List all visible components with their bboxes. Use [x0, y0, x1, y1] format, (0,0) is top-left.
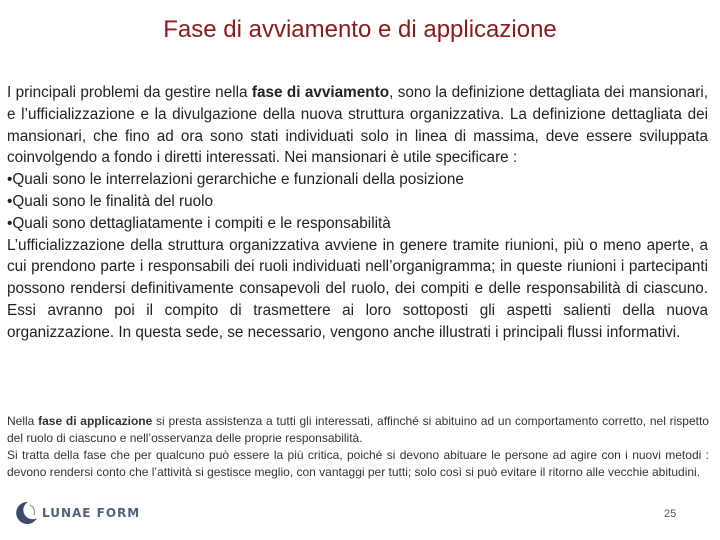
bullet-item: •Quali sono le finalità del ruolo — [7, 192, 214, 210]
main-paragraph-1-bold: fase di avviamento — [251, 84, 390, 101]
lunae-form-logo — [13, 499, 140, 527]
main-paragraph-1-text-end: , sono la definizione dettagliata dei mansionari, e l’ufficializzazione e la divulgazione della nuova struttura organizzativa. La definizione dettagliata dei mansionari, che fino ad ora sono stati individuati solo in linea di massima, deve essere sviluppata coinvolgendo a fondo i diretti interessati. Nei mansionari è utile specificare : — [7, 84, 708, 167]
secondary-paragraph-1-bold: fase di applicazione — [38, 414, 153, 428]
main-paragraph-1-text-start: I principali problemi da gestire nella — [7, 84, 252, 101]
secondary-paragraph-2: Si tratta della fase che per qualcuno può essere la più critica, poiché si devono abituare le persone ad agire con i nuovi metodi : devono rendersi conto che l’attività si gestisce meglio, con vantaggi per tutti; solo così si può evitare il ritorno alle vecchie abitudini. — [7, 448, 709, 479]
secondary-paragraph-1-text-end: si presta assistenza a tutti gli interessati, affinché si abituino ad un comportamento corretto, nel rispetto del ruolo di ciascuno e nell’osservanza delle proprie responsabilità. — [7, 414, 709, 445]
main-body — [7, 82, 708, 344]
secondary-paragraph-1-text-start: Nella — [7, 414, 39, 428]
bullet-item: •Quali sono le interrelazioni gerarchiche e funzionali della posizione — [7, 171, 464, 189]
secondary-body — [7, 413, 709, 481]
logo-text: LUNAE FORM — [42, 506, 141, 520]
secondary-paragraph-1 — [7, 413, 709, 447]
page-number: 25 — [664, 508, 677, 520]
bullet-item: •Quali sono dettagliatamente i compiti e le responsabilità — [7, 214, 391, 232]
main-paragraph-1 — [7, 82, 708, 169]
main-paragraph-2: L’ufficializzazione della struttura organizzativa avviene in genere tramite riunioni, più o meno aperte, a cui prendono parte i responsabili dei ruoli individuati nell’organigramma; in queste riunioni i partecipanti possono rendersi definitivamente consapevoli del ruolo, dei compiti e delle responsabilità di ciascuno. Essi avranno poi il compito di trasmettere ai loro sottoposti gli aspetti salienti della nuova organizzazione. In questa sede, se necessario, vengono anche illustrati i principali flussi informativi. — [7, 236, 708, 341]
page-title: Fase di avviamento e di applicazione — [163, 16, 557, 43]
crescent-moon-logo-icon — [13, 500, 39, 526]
